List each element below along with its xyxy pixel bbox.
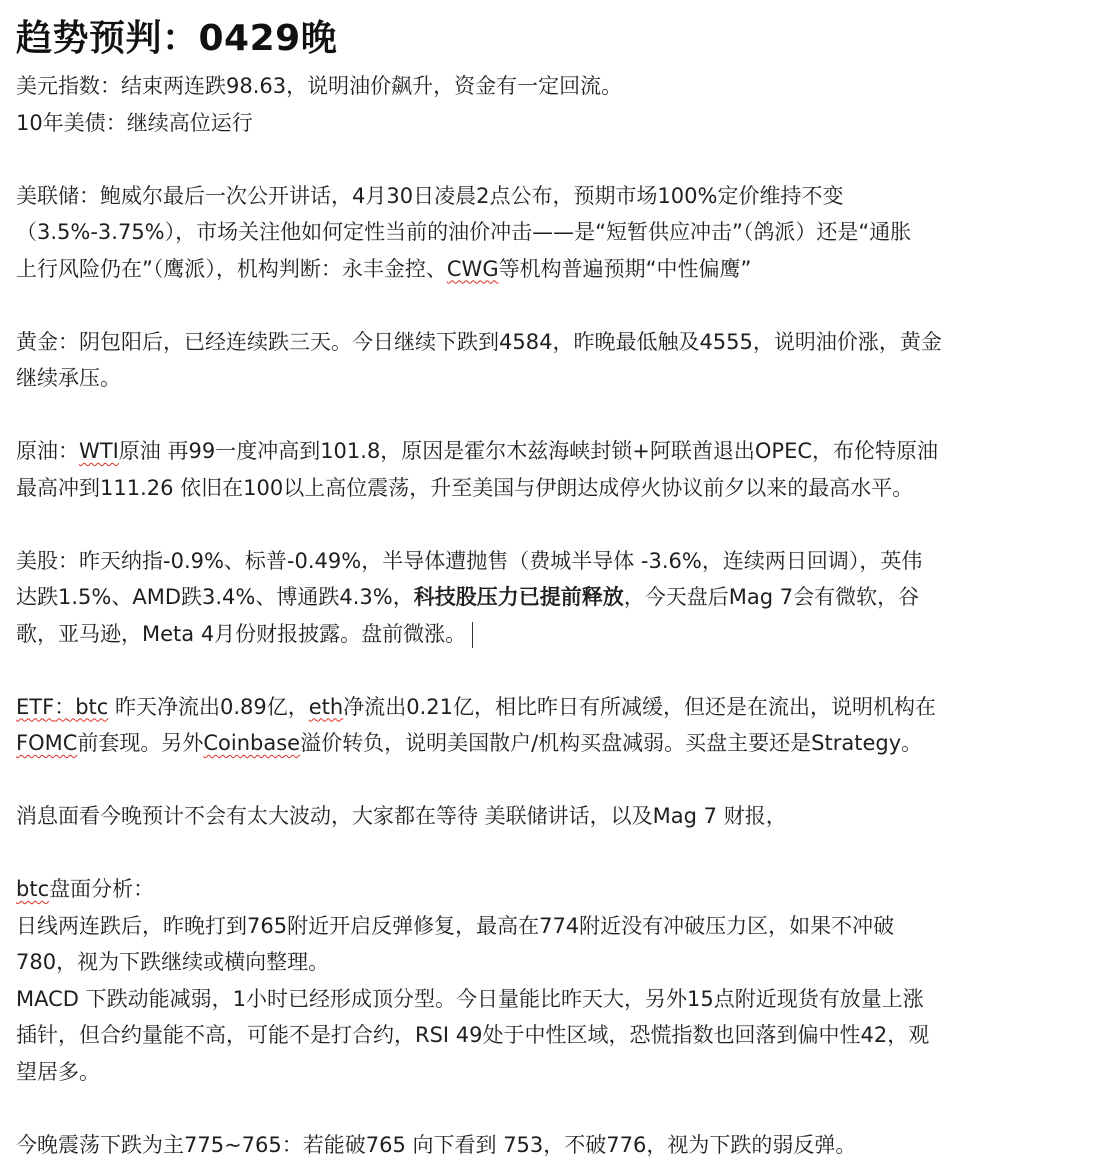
- oil-line-1-part-a: 原油：: [16, 439, 79, 463]
- blank-line: [16, 762, 1086, 799]
- tonight-outlook-line: 今晚震荡下跌为主775~765：若能破765 向下看到 753，不破776，视为下跌的弱反弹。: [16, 1127, 1086, 1163]
- spellcheck-word-btc[interactable]: btc: [75, 695, 108, 719]
- btc-analysis-heading-text: 盘面分析：: [49, 877, 154, 901]
- btc-analysis-line-5: 望居多。: [16, 1054, 1086, 1091]
- fed-line-3-part-c: 等机构普遍预期“中性偏鹰”: [499, 257, 752, 281]
- blank-line: [16, 287, 1086, 324]
- blank-line: [16, 835, 1086, 872]
- spellcheck-word-fomc[interactable]: FOMC: [16, 731, 77, 755]
- oil-line-2: 最高冲到111.26 依旧在100以上高位震荡，升至美国与伊朗达成停火协议前夕以来的最高水平。: [16, 470, 1086, 507]
- btc-analysis-heading: [16, 871, 1086, 908]
- btc-analysis-line-1: 日线两连跌后，昨晚打到765附近开启反弹修复，最高在774附近没有冲破压力区，如果不冲破: [16, 908, 1086, 945]
- gold-line-2: 继续承压。: [16, 360, 1086, 397]
- etf-line-1-part-d: 昨天净流出0.89亿，: [108, 695, 308, 719]
- us-stocks-line-2: [16, 579, 1086, 616]
- etf-line-1: [16, 689, 1086, 726]
- document-body[interactable]: [16, 14, 1086, 1163]
- us-stocks-line-3: [16, 616, 1086, 653]
- text-cursor: [472, 622, 473, 648]
- etf-line-2-part-d: 溢价转负，说明美国散户/机构买盘减弱。买盘主要还是Strategy。: [300, 731, 922, 755]
- dollar-index-line: 美元指数：结束两连跌98.63，说明油价飙升，资金有一定回流。: [16, 68, 1086, 105]
- etf-line-2: [16, 725, 1086, 762]
- fed-line-3-part-a: 上行风险仍在”（鹰派），机构判断：永丰金控、: [16, 257, 447, 281]
- blank-line: [16, 652, 1086, 689]
- fed-line-1: 美联储：鲍威尔最后一次公开讲话，4月30日凌晨2点公布，预期市场100%定价维持不变: [16, 178, 1086, 215]
- gold-line-1: 黄金：阴包阳后，已经连续跌三天。今日继续下跌到4584，昨晚最低触及4555，说明油价涨，黄金: [16, 324, 1086, 361]
- spellcheck-word-eth[interactable]: eth: [309, 695, 343, 719]
- spellcheck-word-coinbase[interactable]: Coinbase: [203, 731, 300, 755]
- btc-analysis-line-3: MACD 下跌动能减弱，1小时已经形成顶分型。今日量能比昨天大，另外15点附近现货有放量上涨: [16, 981, 1086, 1018]
- spellcheck-colon[interactable]: ：: [54, 695, 75, 719]
- oil-line-1: [16, 433, 1086, 470]
- us-stocks-line-1: 美股：昨天纳指-0.9%、标普-0.49%，半导体遭抛售（费城半导体 -3.6%，连续两日回调），英伟: [16, 543, 1086, 580]
- btc-analysis-line-4: 插针，但合约量能不高，可能不是打合约，RSI 49处于中性区域，恐慌指数也回落到偏中性42，观: [16, 1017, 1086, 1054]
- etf-line-2-part-b: 前套现。另外: [77, 731, 203, 755]
- fed-line-3: [16, 251, 1086, 288]
- spellcheck-word-cwg[interactable]: CWG: [447, 257, 499, 281]
- us-stocks-line-2-part-a: 达跌1.5%、AMD跌3.4%、博通跌4.3%，: [16, 585, 414, 609]
- us-stocks-line-2-part-c: ，今天盘后Mag 7会有微软，谷: [624, 585, 919, 609]
- fed-line-2: （3.5%-3.75%），市场关注他如何定性当前的油价冲击——是“短暂供应冲击”（鸽派）还是“通胀: [16, 214, 1086, 251]
- blank-line: [16, 1090, 1086, 1127]
- bold-highlight-text: 科技股压力已提前释放: [414, 585, 624, 609]
- blank-line: [16, 506, 1086, 543]
- us-stocks-line-3-text: 歌，亚马逊，Meta 4月份财报披露。盘前微涨。: [16, 622, 466, 646]
- spellcheck-word-wti[interactable]: WTI: [79, 439, 119, 463]
- spellcheck-word-btc-heading[interactable]: btc: [16, 877, 49, 901]
- blank-line: [16, 141, 1086, 178]
- btc-analysis-line-2: 780，视为下跌继续或横向整理。: [16, 944, 1086, 981]
- treasury-line: 10年美债：继续高位运行: [16, 105, 1086, 142]
- spellcheck-word-etf[interactable]: ETF: [16, 695, 54, 719]
- blank-line: [16, 397, 1086, 434]
- news-line: 消息面看今晚预计不会有太大波动，大家都在等待 美联储讲话，以及Mag 7 财报，: [16, 798, 1086, 835]
- etf-line-1-part-f: 净流出0.21亿，相比昨日有所减缓，但还是在流出，说明机构在: [343, 695, 936, 719]
- document-title: 趋势预判：0429晚: [16, 14, 1086, 64]
- oil-line-1-part-c: 原油 再99一度冲高到101.8，原因是霍尔木兹海峡封锁+阿联酋退出OPEC，布伦特原油: [119, 439, 938, 463]
